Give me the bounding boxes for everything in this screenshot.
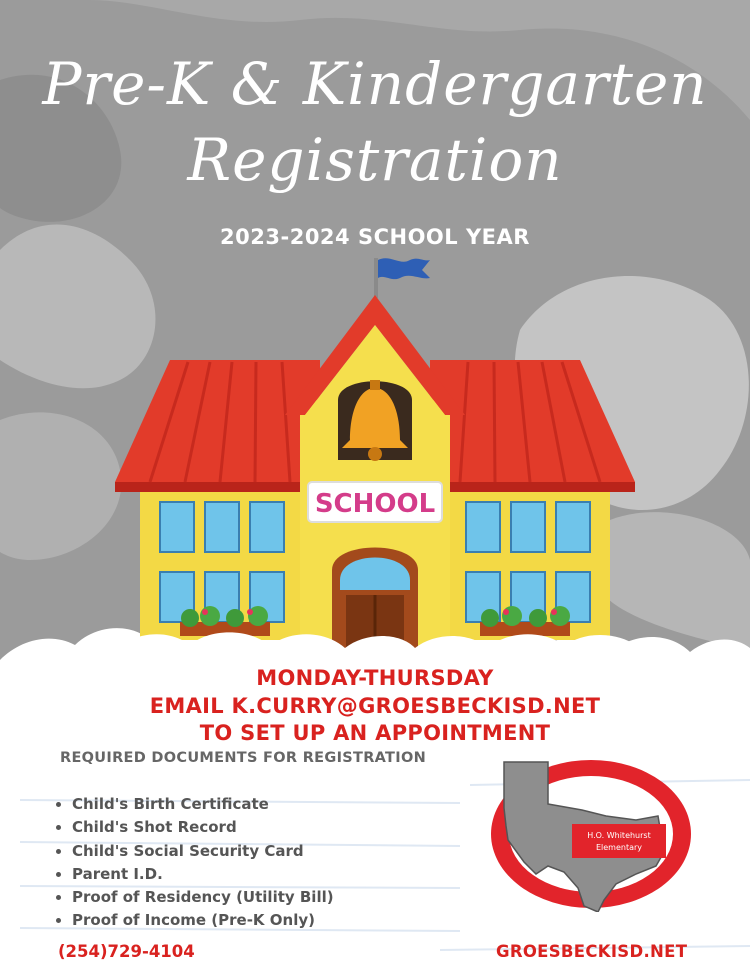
documents-list	[52, 793, 334, 933]
list-item: • Proof of Residency (Utility Bill)	[72, 886, 334, 909]
school-logo	[486, 756, 696, 912]
email-text[interactable]: EMAIL K.CURRY@GROESBECKISD.NET	[149, 694, 601, 718]
logo-name-line-2: Elementary	[595, 843, 643, 852]
appointment-text: TO SET UP AN APPOINTMENT	[199, 721, 551, 745]
list-item: • Proof of Income (Pre-K Only)	[72, 909, 334, 932]
title-line-2: Registration	[187, 126, 563, 194]
school-year: 2023-2024 SCHOOL YEAR	[220, 225, 530, 249]
flag-icon	[376, 258, 430, 298]
phone-number[interactable]: (254)729-4104	[58, 942, 195, 961]
documents-heading: REQUIRED DOCUMENTS FOR REGISTRATION	[60, 750, 427, 766]
list-item: • Child's Social Security Card	[72, 840, 334, 863]
list-item: • Child's Birth Certificate	[72, 793, 334, 816]
school-sign-text: SCHOOL	[314, 489, 436, 519]
list-item: • Child's Shot Record	[72, 816, 334, 839]
school-building-illustration	[110, 250, 640, 660]
list-item: • Parent I.D.	[72, 863, 334, 886]
logo-name-line-1: H.O. Whitehurst	[587, 831, 651, 840]
title-line-1: Pre-K & Kindergarten	[42, 50, 708, 118]
website-link[interactable]: GROESBECKISD.NET	[496, 942, 688, 961]
schedule-text: MONDAY-THURSDAY	[256, 666, 494, 690]
